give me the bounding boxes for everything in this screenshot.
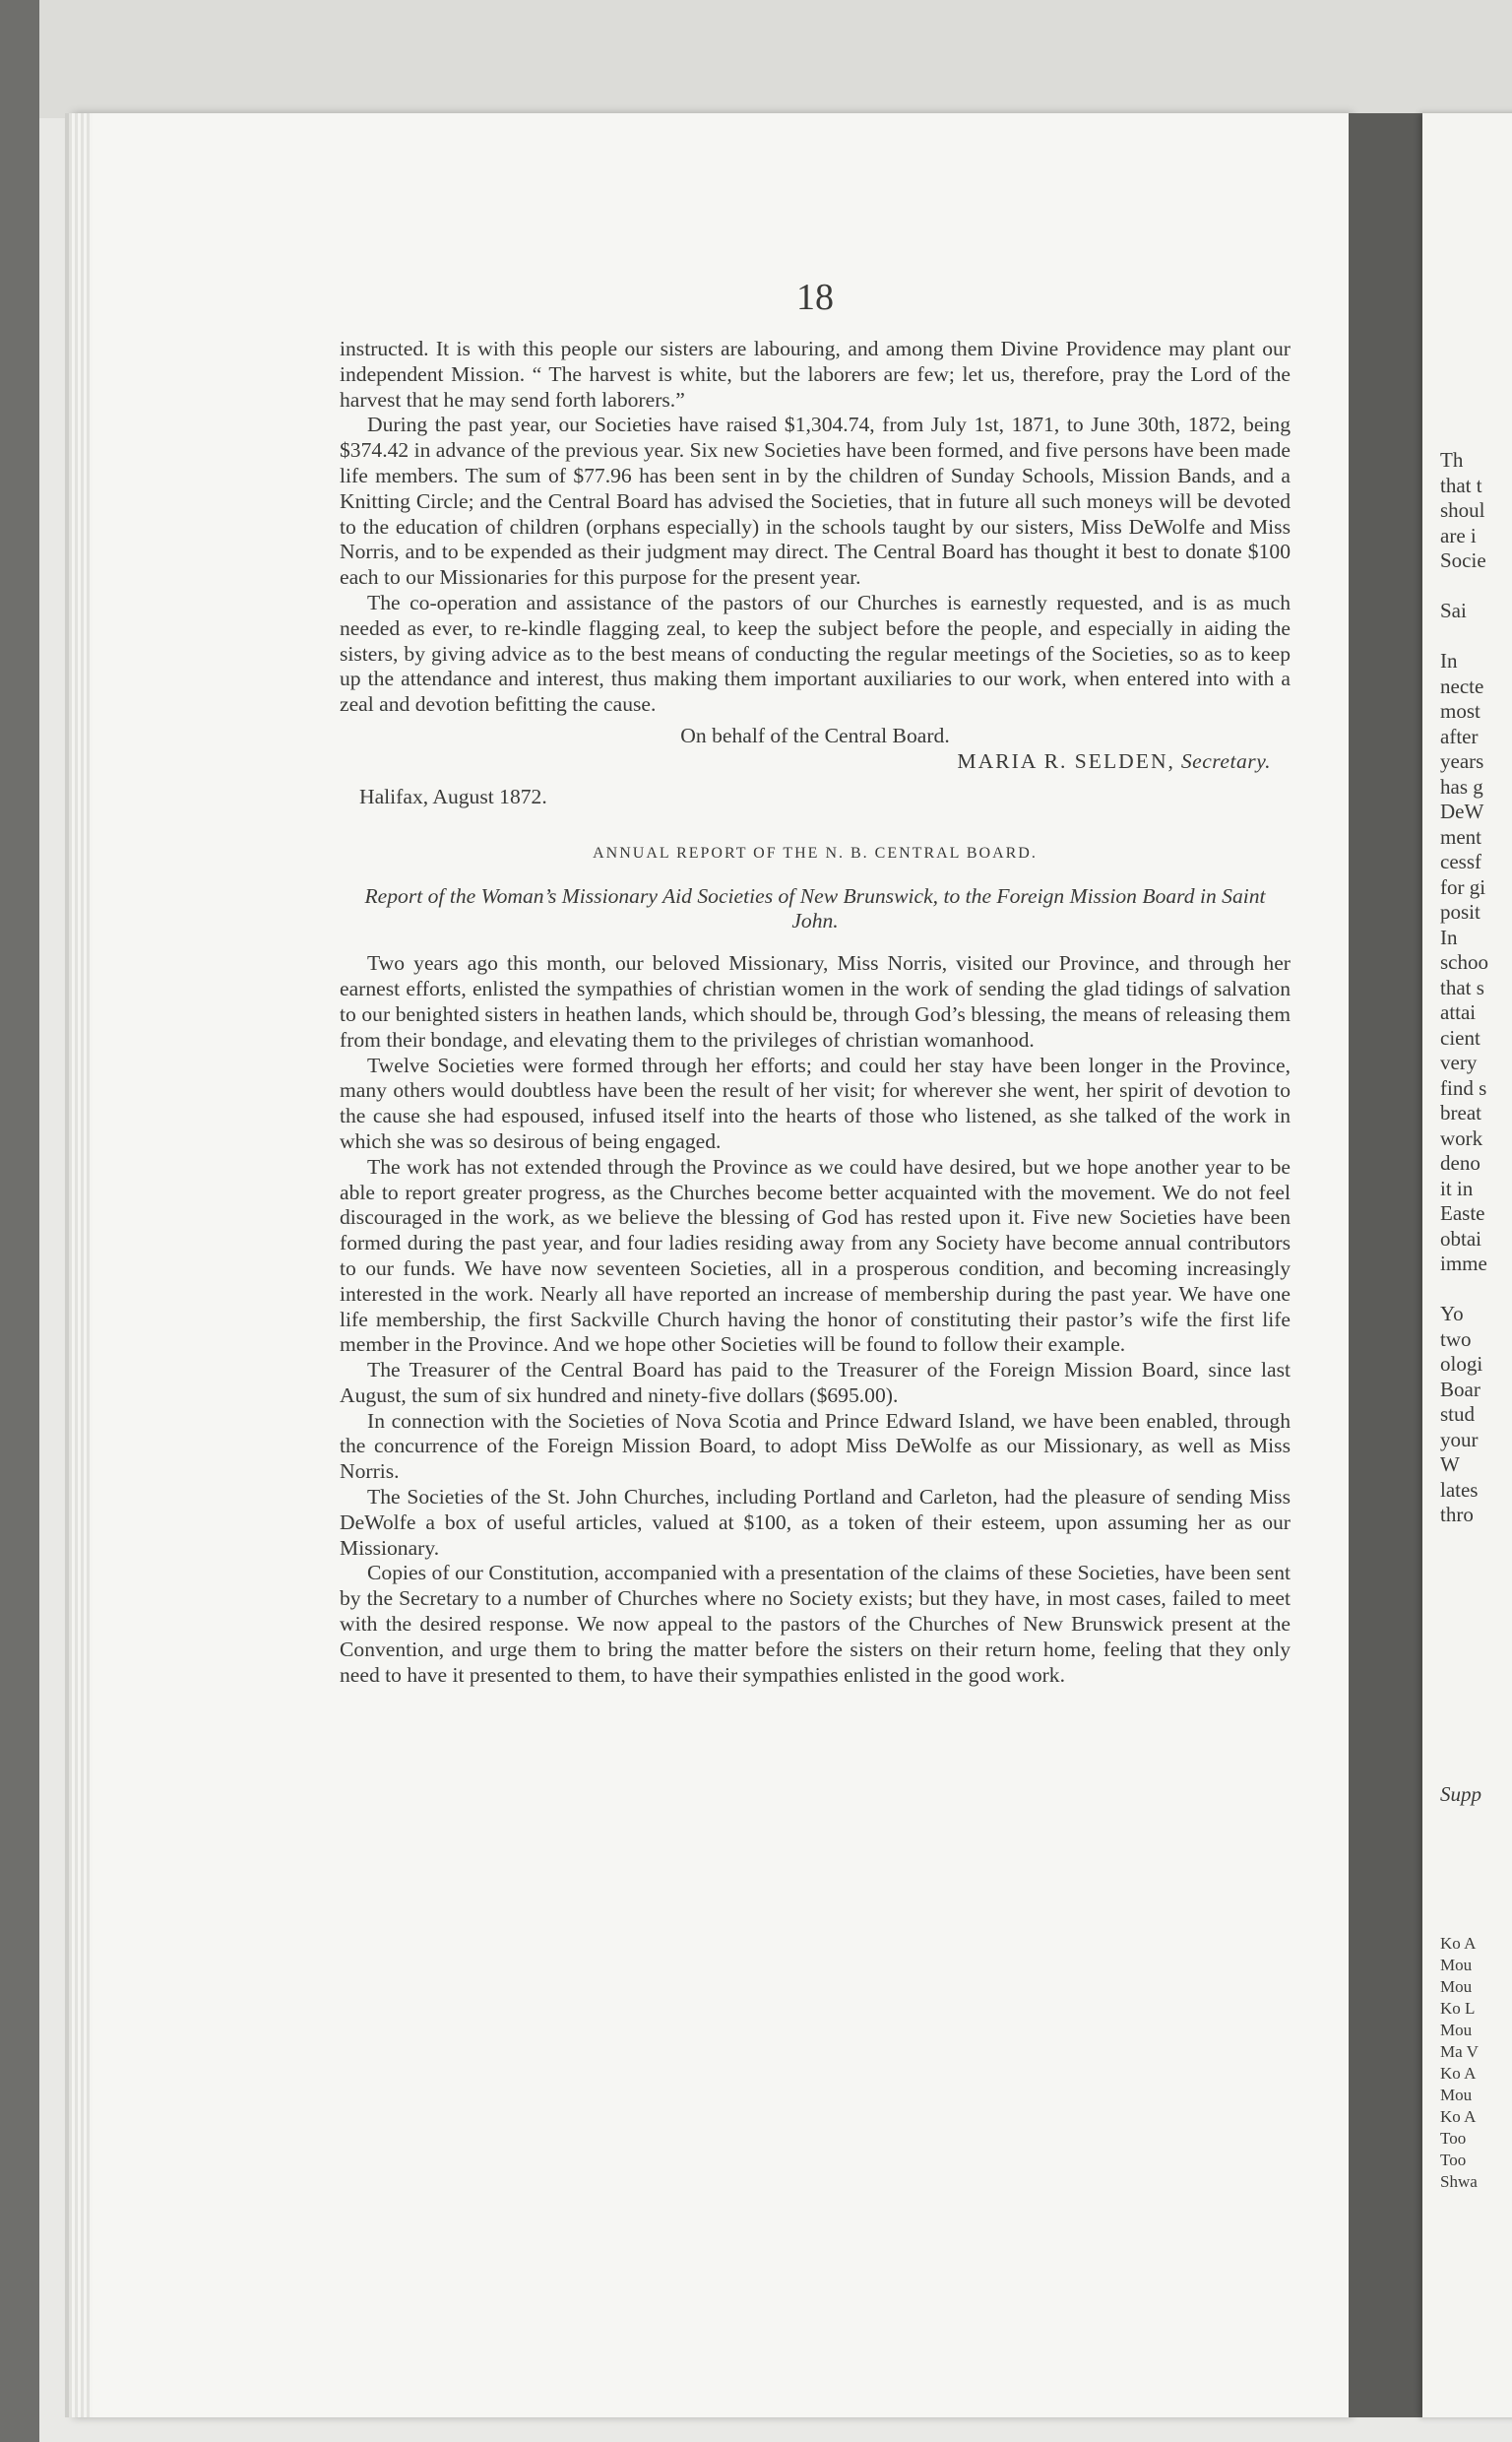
right-page-line: most <box>1440 699 1480 723</box>
secretary-name: MARIA R. SELDEN, <box>957 748 1175 773</box>
right-page-text-top <box>1440 448 1512 1528</box>
scan-background-left <box>0 0 39 2442</box>
right-page-line: attai <box>1440 1000 1477 1024</box>
right-page-line: obtai <box>1440 1226 1481 1251</box>
right-page-line: ment <box>1440 824 1481 849</box>
right-page-line: Mou <box>1440 2021 1473 2039</box>
right-page-supp-heading <box>1440 1782 1512 1808</box>
right-page-line: Yo <box>1440 1302 1464 1325</box>
right-page-line: Ko A <box>1440 2107 1477 2126</box>
paragraph: Two years ago this month, our beloved Missionary, Miss Norris, visited our Province, and through her earnest efforts, enlisted the sympathies of christian women in the work of sending the glad tidings of salvation to our benighted sisters in heathen lands, which should be, through God’s blessing, the means of releasing them from their bondage, and elevating them to the privileges of christian womanhood. <box>340 951 1291 1052</box>
signoff: On behalf of the Central Board. <box>680 723 950 747</box>
right-page-line <box>1440 574 1512 600</box>
right-page-line: two <box>1440 1326 1472 1351</box>
right-page-line: W <box>1440 1452 1460 1476</box>
right-page-supp-text: Supp <box>1440 1782 1481 1806</box>
book-gutter <box>1349 113 1422 2417</box>
right-page-line: Th <box>1440 448 1464 472</box>
scan-background-top <box>0 0 1512 118</box>
right-page-line: cient <box>1440 1025 1480 1050</box>
right-page-line: after <box>1440 724 1479 748</box>
right-page-line: Mou <box>1440 1977 1473 1996</box>
right-page-line: cessf <box>1440 850 1481 873</box>
right-page-fragment <box>1422 113 1512 2417</box>
right-page-line: Ko L <box>1440 1999 1476 2018</box>
right-page-line: that t <box>1440 473 1482 497</box>
right-page-line <box>1440 1277 1512 1303</box>
paragraph: The Treasurer of the Central Board has paid to the Treasurer of the Foreign Mission Board, since last August, the sum of six hundred and ninety-five dollars ($695.00). <box>340 1358 1291 1407</box>
right-page-line: Too <box>1440 2129 1467 2148</box>
right-page-line: Sai <box>1440 599 1467 622</box>
right-page-line: shoul <box>1440 498 1485 522</box>
right-page-line: for gi <box>1440 874 1486 899</box>
paragraph: The Societies of the St. John Churches, including Portland and Carleton, had the pleasure of sending Miss DeWolfe a box of useful articles, valued at $100, as a token of their esteem, upon assuming her as our Missionary. <box>340 1485 1291 1560</box>
right-page-line: deno <box>1440 1151 1480 1175</box>
right-page-line: necte <box>1440 674 1484 698</box>
paragraph: Copies of our Constitution, accompanied with a presentation of the claims of these Societies, have been sent by the Secretary to a number of Churches where no Society exists; but they have, in most cases, failed to meet with the desired response. We now appeal to the pastors of the Churches of New Brunswick present at the Convention, and urge them to bring the matter before the sisters on their return home, feeling that they only need to have it presented to them, to have their sympathies enlisted in the good work. <box>340 1561 1291 1687</box>
right-page-line: that s <box>1440 975 1484 999</box>
right-page-line: find s <box>1440 1075 1487 1100</box>
right-page-line: Socie <box>1440 548 1486 572</box>
right-page-line: schoo <box>1440 950 1488 974</box>
right-page-line: In <box>1440 649 1458 673</box>
right-page-line: stud <box>1440 1402 1476 1426</box>
paragraph: The co-operation and assistance of the pastors of our Churches is earnestly requested, and is as much needed as ever, to re-kindle flagging zeal, to keep the subject before the people, and especially in aiding the sisters, by giving advice as to the best means of conducting the regular meetings of the Societies, so as to keep up the attendance and interest, thus making them important auxiliaries to our work, when entered into with a zeal and devotion befitting the cause. <box>340 590 1291 717</box>
right-page-line: Easte <box>1440 1201 1485 1225</box>
right-page-line: years <box>1440 749 1484 773</box>
right-page-line: breat <box>1440 1101 1481 1125</box>
paragraph: instructed. It is with this people our sisters are labouring, and among them Divine Providence may plant our independent Mission. “ The harvest is white, but the laborers are few; let us, therefore, pray the Lord of the harvest that he may send forth laborers.” <box>340 337 1291 412</box>
paragraph: In connection with the Societies of Nova Scotia and Prince Edward Island, we have been enabled, through the concurrence of the Foreign Mission Board, to adopt Miss DeWolfe as our Missionary, as well as Miss Norris. <box>340 1408 1291 1484</box>
secretary-title: Secretary. <box>1180 748 1271 773</box>
paragraph: During the past year, our Societies have raised $1,304.74, from July 1st, 1871, to June 30th, 1872, being $374.42 in advance of the previous year. Six new Societies have been formed, and five persons have been made life members. The sum of $77.96 has been sent in by the children of Sunday Schools, Mission Bands, and a Knitting Circle; and the Central Board has advised the Societies, that in future all such moneys will be devoted to the education of children (orphans especially) in the schools taught by our sisters, Miss DeWolfe and Miss Norris, and to be expended as their judgment may direct. The Central Board has thought it best to donate $100 each to our Missionaries for this purpose for the present year. <box>340 413 1292 590</box>
right-page-line: lates <box>1440 1477 1479 1502</box>
place-date: Halifax, August 1872. <box>359 784 547 808</box>
right-page-text-bottom <box>1440 1933 1512 2193</box>
page-content <box>340 276 1291 1688</box>
right-page-line: Boar <box>1440 1377 1480 1401</box>
right-page-line: your <box>1440 1427 1479 1451</box>
right-page-line: Ma V <box>1440 2042 1479 2061</box>
right-page-line: Ko A <box>1440 2064 1477 2083</box>
right-page-line: work <box>1440 1125 1483 1150</box>
right-page-line: DeW <box>1440 800 1484 823</box>
secretary-signature <box>340 749 1271 775</box>
right-page-line: In <box>1440 925 1458 949</box>
right-page-line: ologi <box>1440 1352 1483 1376</box>
right-page-line: are i <box>1440 523 1477 547</box>
right-page-line: posit <box>1440 900 1480 924</box>
report-heading: ANNUAL REPORT OF THE N. B. CENTRAL BOARD. <box>593 845 1038 863</box>
page-stack-edge <box>69 113 93 2417</box>
right-page-line: imme <box>1440 1252 1487 1275</box>
right-page-line: has g <box>1440 774 1483 799</box>
right-page-line: it in <box>1440 1176 1474 1200</box>
right-page-line: Too <box>1440 2151 1467 2169</box>
right-page-line <box>1440 624 1512 650</box>
right-page-line: Mou <box>1440 1956 1473 1974</box>
report-subheading: Report of the Woman’s Missionary Aid Societies of New Brunswick, to the Foreign Mission Board in Saint John. <box>364 884 1266 933</box>
page-number: 18 <box>796 277 834 318</box>
right-page-line: Mou <box>1440 2086 1473 2104</box>
paragraph: Twelve Societies were formed through her efforts; and could her stay have been longer in the Province, many others would doubtless have been the result of her visit; for wherever she went, her spirit of devotion to the cause she had espoused, infused itself into the hearts of those who listened, as she talked of the work in which she was so desirous of being engaged. <box>340 1053 1291 1153</box>
right-page-line: thro <box>1440 1503 1474 1526</box>
right-page-line: Shwa <box>1440 2172 1478 2191</box>
right-page-line: Ko A <box>1440 1934 1477 1953</box>
paragraph: The work has not extended through the Province as we could have desired, but we hope another year to be able to report greater progress, as the Churches become better acquainted with the movement. We do not feel discouraged in the work, as we believe the blessing of God has rested upon it. Five new Societies have been formed during the past year, and four ladies residing away from any Society have become annual contributors to our funds. We have now seventeen Societies, all in a prosperous condition, and becoming increasingly interested in the work. Nearly all have reported an increase of membership during the past year. We have one life membership, the first Sackville Church having the honor of constituting their pastor’s wife the first life member in the Province. And we hope other Societies will be found to follow their example. <box>340 1154 1291 1357</box>
right-page-line: very <box>1440 1051 1478 1074</box>
